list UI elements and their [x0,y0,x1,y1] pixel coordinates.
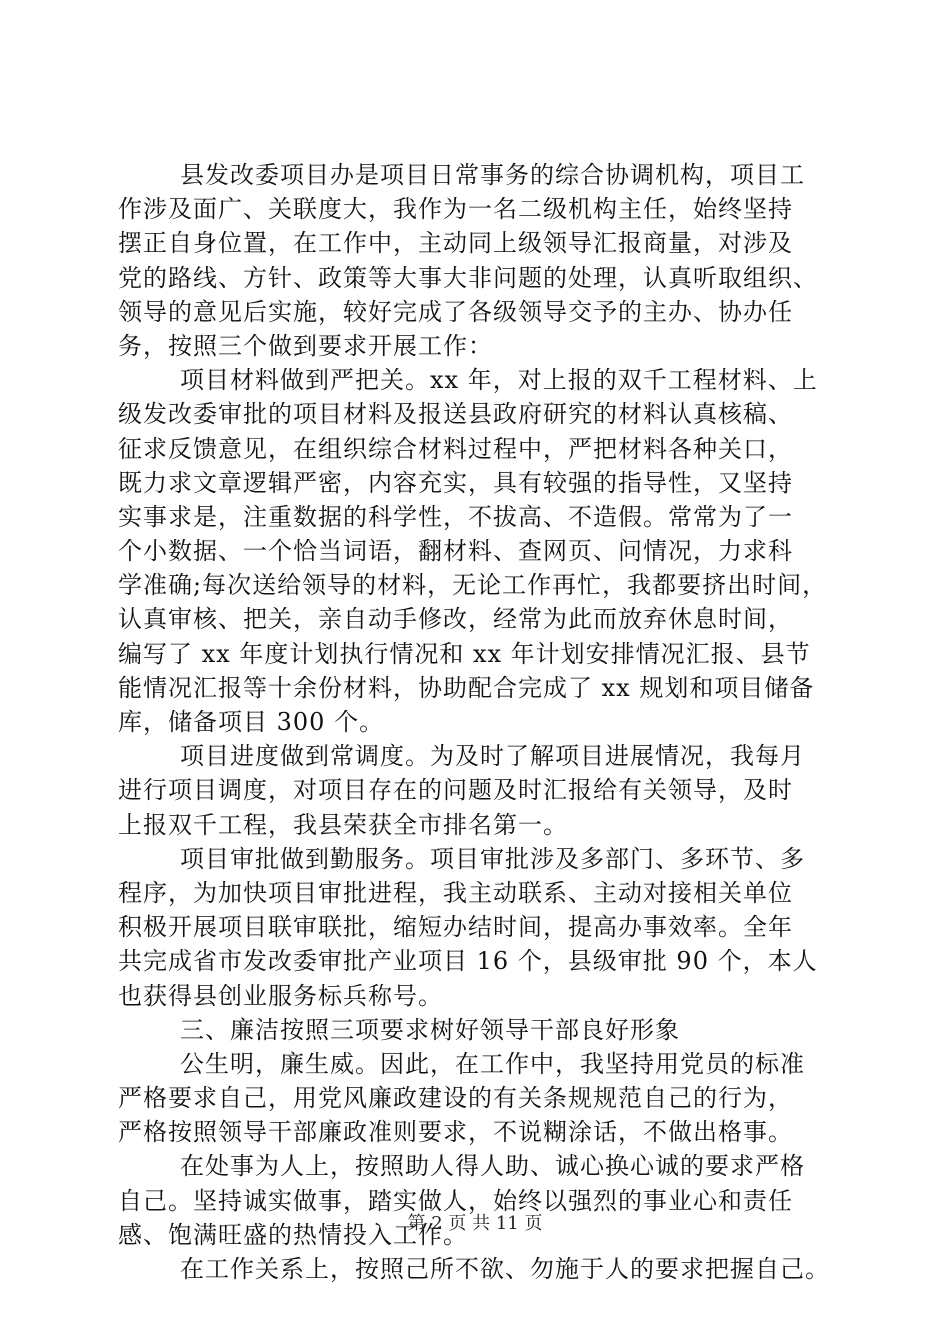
text-line: 认真审核、把关，亲自动手修改，经常为此而放弃休息时间， [118,605,793,634]
text-line: 公生明，廉生威。因此，在工作中，我坚持用党员的标准 [180,1049,805,1078]
text-line: 共完成省市发改委审批产业项目 16 个，县级审批 90 个，本人 [118,947,818,976]
text-line: 项目进度做到常调度。为及时了解项目进展情况，我每月 [180,742,805,771]
text-line: 程序，为加快项目审批进程，我主动联系、主动对接相关单位 [118,878,793,907]
text-line: 摆正自身位置，在工作中，主动同上级领导汇报商量，对涉及 [118,229,793,258]
text-line: 学准确;每次送给领导的材料，无论工作再忙，我都要挤出时间， [118,571,828,600]
text-line: 编写了 xx 年度计划执行情况和 xx 年计划安排情况汇报、县节 [118,639,811,668]
text-line: 务，按照三个做到要求开展工作： [118,331,493,360]
document-body [118,158,858,1286]
text-line: 既力求文章逻辑严密，内容充实，具有较强的指导性，又坚持 [118,468,793,497]
text-line: 县发改委项目办是项目日常事务的综合协调机构，项目工 [180,161,805,189]
text-line: 项目材料做到严把关。xx 年，对上报的双千工程材料、上 [180,366,818,395]
page-number-footer: 第 2 页 共 11 页 [407,1213,543,1234]
text-line: 自己。坚持诚实做事，踏实做人，始终以强烈的事业心和责任 [118,1186,793,1215]
text-line: 感、饱满旺盛的热情投入工作。 [118,1220,468,1249]
text-line: 三、廉洁按照三项要求树好领导干部良好形象 [180,1015,680,1044]
text-line: 项目审批做到勤服务。项目审批涉及多部门、多环节、多 [180,844,805,873]
text-line: 也获得县创业服务标兵称号。 [118,981,443,1010]
text-line: 个小数据、一个恰当词语，翻材料、查网页、问情况，力求科 [118,537,793,566]
text-line: 党的路线、方针、政策等大事大非问题的处理，认真听取组织、 [118,263,818,292]
text-line: 进行项目调度，对项目存在的问题及时汇报给有关领导，及时 [118,776,793,805]
text-line: 严格要求自己，用党风廉政建设的有关条规规范自己的行为， [118,1084,793,1113]
text-line: 库，储备项目 300 个。 [118,708,385,736]
text-line: 作涉及面广、关联度大，我作为一名二级机构主任，始终坚持 [118,195,793,224]
text-line: 能情况汇报等十余份材料，协助配合完成了 xx 规划和项目储备 [118,673,815,702]
text-line: 征求反馈意见，在组织综合材料过程中，严把材料各种关口， [118,434,793,463]
text-line: 严格按照领导干部廉政准则要求，不说糊涂话，不做出格事。 [118,1118,793,1147]
text-line: 级发改委审批的项目材料及报送县政府研究的材料认真核稿、 [118,400,793,429]
text-line: 领导的意见后实施，较好完成了各级领导交予的主办、协办任 [118,297,793,326]
text-line: 上报双千工程，我县荣获全市排名第一。 [118,810,568,839]
text-line: 积极开展项目联审联批，缩短办结时间，提高办事效率。全年 [118,913,793,942]
text-line: 在处事为人上，按照助人得人助、诚心换心诚的要求严格 [180,1152,805,1181]
text-line: 在工作关系上，按照己所不欲、勿施于人的要求把握自己。 [180,1255,830,1283]
text-line: 实事求是，注重数据的科学性，不拔高、不造假。常常为了一 [118,502,793,531]
